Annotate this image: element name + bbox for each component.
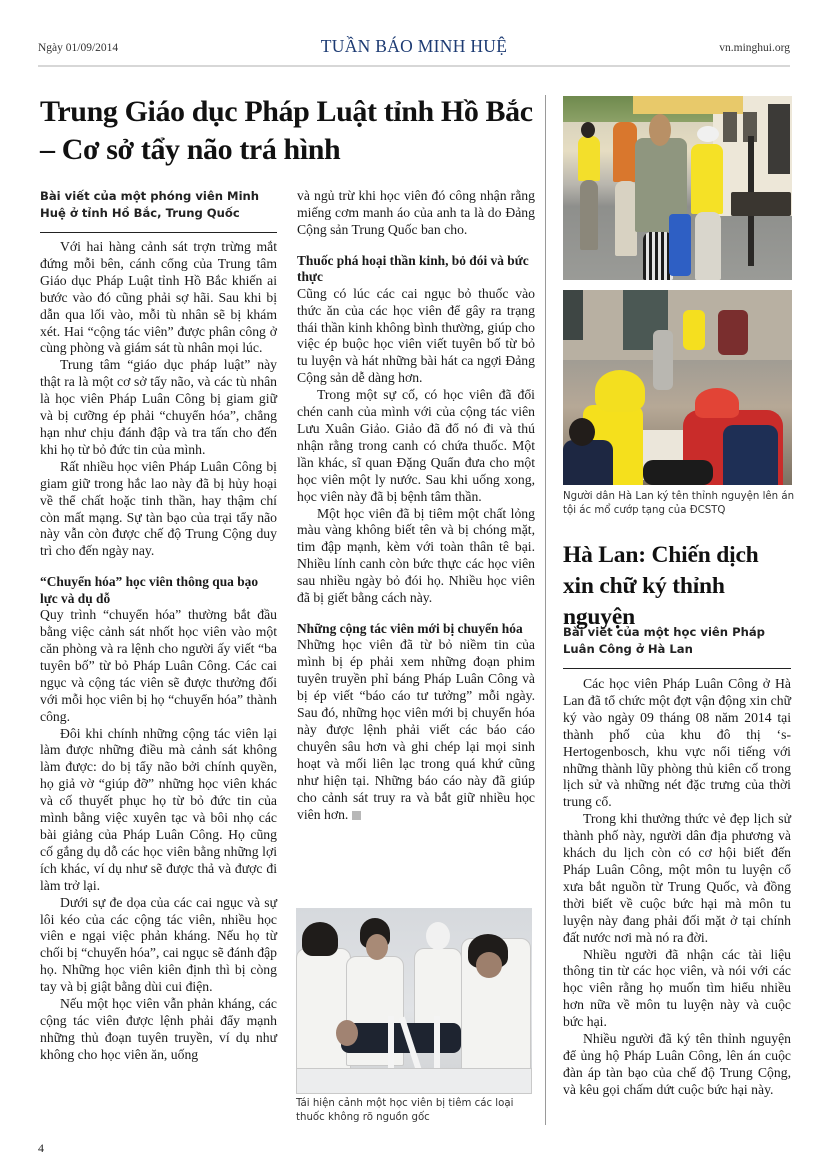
paragraph: Cũng có lúc các cai ngục bỏ thuốc vào thức ăn của các học viên để gây ra trạng thái thần kinh không bình thường, giúp cho việc ép buộc học viên viết tuyên bố từ bỏ tu luyện và hát những bài hát ca ngợi Đảng Cộng sản dễ dàng hơn. xyxy=(297,285,535,386)
page-number: 4 xyxy=(38,1141,44,1155)
section-heading: Những cộng tác viên mới bị chuyển hóa xyxy=(297,620,523,636)
section-heading: “Chuyển hóa” học viên thông qua bạo lực và dụ dỗ xyxy=(40,574,259,606)
paragraph: Dưới sự đe dọa của các cai ngục và sự lôi kéo của các cộng tác viên, nhiều học viên e ngại việc phản kháng. Nếu họ từ chối bị “chuyển hóa”, cai ngục sẽ đánh đập họ. Những học viên kiên định thì bị còng tay và bị giật bằng dùi cui điện. xyxy=(40,894,277,995)
end-of-article-mark xyxy=(352,811,361,820)
paragraph: Quy trình “chuyển hóa” thường bắt đầu bằng việc cảnh sát nhốt học viên vào một căn phòng và ra lệnh cho người ấy viết “ba tuyên bố” từ bỏ Pháp Luân Công. Các cai ngục và cộng tác viên sẽ được thưởng đối với mỗi học viên bị họ “chuyển hóa” thành công. xyxy=(40,607,277,724)
signing-photo-caption: Người dân Hà Lan ký tên thỉnh nguyện lên án tội ác mổ cướp tạng của ĐCSTQ xyxy=(563,491,795,516)
paragraph: Trong khi thưởng thức vẻ đẹp lịch sử thành phố này, người dân địa phương và khách du lịch còn có cơ hội biết đến Pháp Luân Công, một môn tu luyện cổ xưa bắt nguồn từ Trung Quốc, và đồng thời biết về cuộc bức hại mà môn tu luyện này đang phải đối mặt ở tại chính đất nước nơi mà nó ra đời. xyxy=(563,811,791,945)
paragraph xyxy=(297,637,535,823)
paragraph: Các học viên Pháp Luân Công ở Hà Lan đã tổ chức một đợt vận động xin chữ ký vào ngày 09 tháng 08 năm 2014 tại thành phố của khu đô thị ‘s-Hertogenbosch, khu vực nổi tiếng với những thành lũy phòng thủ kiên cố trong lịch sử và những nét đặc trưng của thời trung cổ. xyxy=(563,676,791,810)
publication-title: TUẦN BÁO MINH HUỆ xyxy=(320,36,508,56)
paragraph: và ngủ trừ khi học viên đó công nhận rằng miếng cơm manh áo của anh ta là do Đảng Cộng sản Trung Quốc ban cho. xyxy=(297,188,535,237)
reenactment-photo xyxy=(296,908,532,1094)
article-2-title: Hà Lan: Chiến dịch xin chữ ký thỉnh nguyện xyxy=(563,542,759,630)
issue-date: Ngày 01/09/2014 xyxy=(38,42,119,54)
website-link[interactable]: vn.minghui.org xyxy=(719,42,790,54)
article-byline: Bài viết của một phóng viên Minh Huệ ở tỉnh Hồ Bắc, Trung Quốc xyxy=(40,189,260,220)
section-heading: Thuốc phá hoại thần kinh, bỏ đói và bức thực xyxy=(297,252,529,285)
paragraph-text: Những học viên đã từ bỏ niềm tin của mình bị ép phải xem những đoạn phim tuyên truyền phỉ báng Pháp Luân Công và bị ép viết “báo cáo tư tưởng” mỗi ngày. Sau đó, những học viên mới bị chuyển hóa này được lệnh phải viết các báo cáo chuyên sâu hơn và ghi chép lại mọi sinh hoạt và mối liên lạc trong quá khứ cũng như hiện tại. Những báo cáo này đã giúp cho cảnh sát truy ra và bắt giữ nhiều học viên hơn. xyxy=(297,637,535,822)
petition-signing-photo xyxy=(563,290,792,485)
paragraph: Nếu một học viên vẫn phản kháng, các cộng tác viên được lệnh phải đẩy mạnh những thủ đoạn tuyên truyền, ví dụ như không cho học viên ăn, uống xyxy=(40,996,277,1062)
article-title: Trung Giáo dục Pháp Luật tỉnh Hồ Bắc – Cơ sở tẩy não trá hình xyxy=(40,95,533,166)
reenactment-photo-caption: Tái hiện cảnh một học viên bị tiêm các loại thuốc không rõ nguồn gốc xyxy=(296,1098,514,1123)
paragraph: Nhiều người đã ký tên thỉnh nguyện để ủng hộ Pháp Luân Công, lên án cuộc đàn áp tàn bạo của chế độ Trung Cộng, và kêu gọi chấm dứt cuộc bức hại này. xyxy=(563,1031,791,1097)
page-header xyxy=(38,36,790,68)
paragraph: Đôi khi chính những cộng tác viên lại làm được những điều mà cảnh sát không làm được: do bị tẩy não bởi chính quyền, họ giả vờ “giúp đỡ” những học viên khác và cố thuyết phục họ từ bỏ đức tin của mình bằng việc xuyên tạc và bôi nhọ các bài giảng của Pháp Luân Công. Họ cũng cố gắng dụ dỗ các học viên bằng những lợi ích khác, ví dụ như sẽ được thả và được đi làm trở lại. xyxy=(40,725,277,893)
article-column-2 xyxy=(297,188,535,823)
byline-divider xyxy=(563,668,791,669)
byline-divider xyxy=(40,232,277,233)
paragraph: Trong một sự cố, có học viên đã đổi chén canh của mình với của cộng tác viên Lưu Xuân Giảo. Giảo đã đổ nó đi và thú nhận rằng trong canh có chứa thuốc. Một lần khác, sĩ quan Đặng Quẩn đưa cho một học viên một ly nước. Sau khi uống xong, học viên này đã bị bệnh tâm thần. xyxy=(297,387,535,504)
paragraph: Rất nhiều học viên Pháp Luân Công bị giam giữ trong hắc lao này đã bị hủy hoại về thể chất hoặc tinh thần, hay thậm chí còn mất mạng. Sự tàn bạo của trại tẩy não này vẫn còn được chế độ Trung Cộng duy trì cho đến ngày nay. xyxy=(40,458,277,559)
street-petition-photo xyxy=(563,96,792,280)
article-2-body xyxy=(563,676,791,1099)
paragraph: Trung tâm “giáo dục pháp luật” này thật ra là một cơ sở tẩy não, và các tù nhân là học viên Pháp Luân Công bị giam giữ và bị cưỡng ép phải “chuyển hóa”, chẳng hạn như chịu đánh đập và tra tấn cho đến khi họ từ bỏ đức tin của mình. xyxy=(40,357,277,457)
column-divider xyxy=(545,95,546,1125)
article-column-1 xyxy=(40,188,277,1064)
paragraph: Một học viên đã bị tiêm một chất lỏng màu vàng không biết tên và bị chóng mặt, tim đập mạnh, kèm với toàn thân tê bại. Nhiều lính canh còn bức thực các học viên sau nhiều ngày bỏ đói họ. Nhiều học viên đã bị giết bằng cách này. xyxy=(297,505,535,606)
paragraph: Nhiều người đã nhận các tài liệu thông tin từ các học viên, và nói với các học viên rằng họ muốn tìm hiểu nhiều hơn nữa về môn tu luyện này và cuộc bức hại. xyxy=(563,946,791,1030)
paragraph: Với hai hàng cảnh sát trợn trừng mắt đứng mỗi bên, cánh cổng của Trung tâm Giáo dục Pháp Luật tỉnh Hồ Bắc khiến ai bước vào đó cũng phải sợ hãi. Sau khi bị dẫn qua lối vào, mỗi tù nhân sẽ bị khám xét. Hai “cộng tác viên” được phân công ở cùng phòng và giám sát tù nhân mọi lúc. xyxy=(40,239,277,356)
article-2-byline: Bài viết của một học viên Pháp Luân Công ở Hà Lan xyxy=(563,625,765,656)
header-divider xyxy=(38,65,790,67)
